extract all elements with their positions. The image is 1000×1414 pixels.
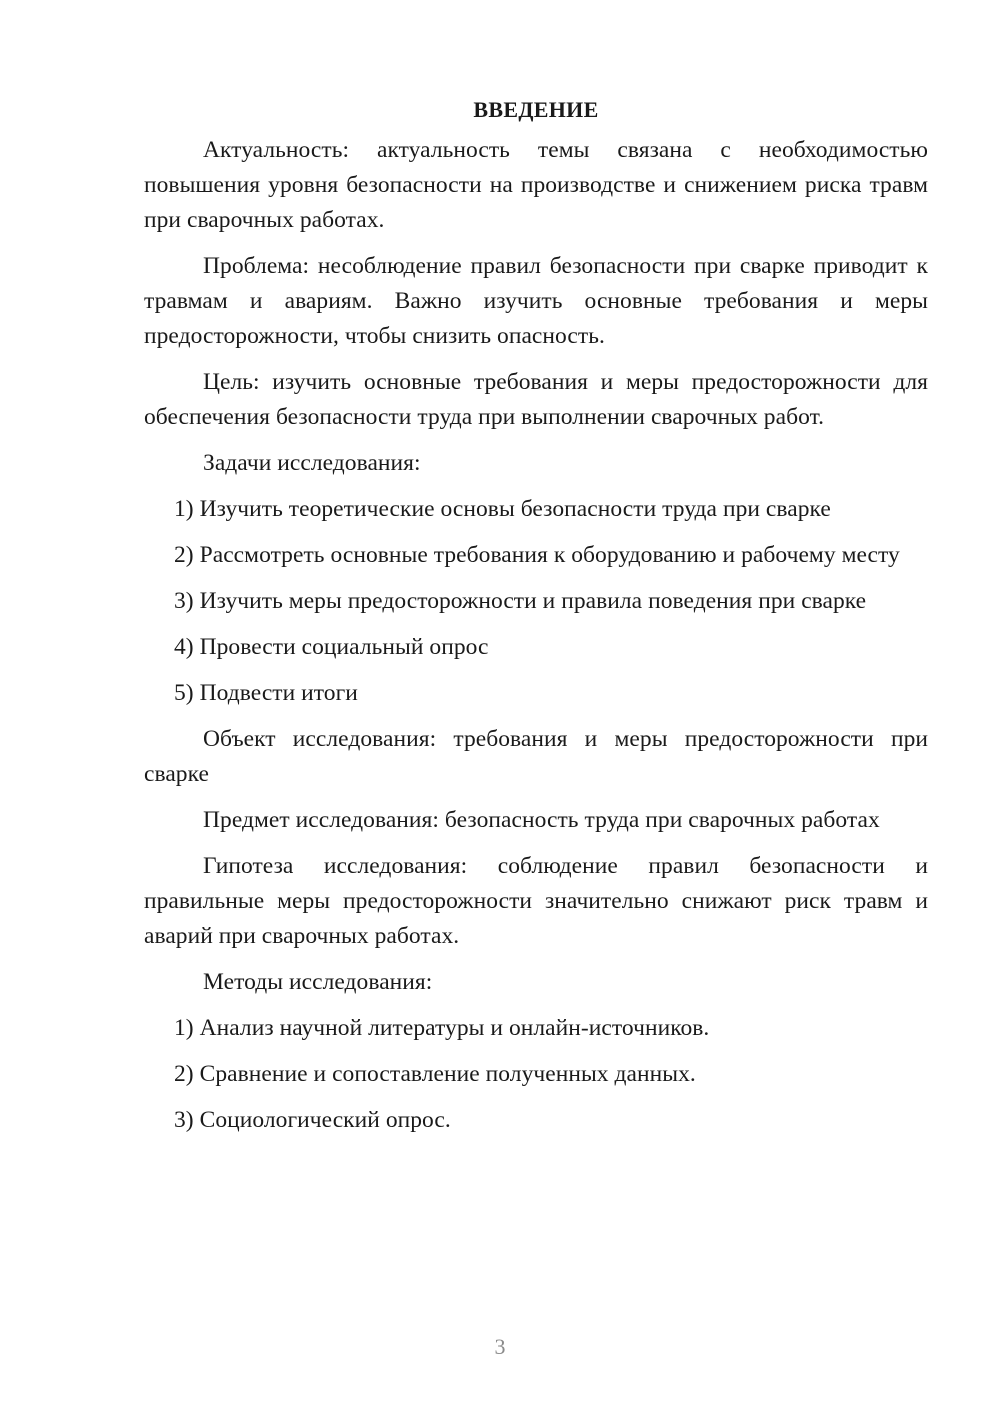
method-item: 1) Анализ научной литературы и онлайн-источников. xyxy=(174,1015,710,1041)
goal-paragraph: Цель: изучить основные требования и меры предосторожности для обеспечения безопасности труда при выполнении сварочных работ. xyxy=(144,369,928,430)
problem-paragraph: Проблема: несоблюдение правил безопасности при сварке приводит к травмам и авариям. Важно изучить основные требования и меры предосторожности, чтобы снизить опасность. xyxy=(144,253,928,349)
subject-paragraph: Предмет исследования: безопасность труда при сварочных работах xyxy=(203,807,880,833)
task-item: 5) Подвести итоги xyxy=(174,680,358,706)
method-item: 2) Сравнение и сопоставление полученных данных. xyxy=(174,1061,696,1087)
task-item: 1) Изучить теоретические основы безопасности труда при сварке xyxy=(174,496,831,522)
task-item: 3) Изучить меры предосторожности и правила поведения при сварке xyxy=(174,588,867,614)
hypothesis-paragraph: Гипотеза исследования: соблюдение правил безопасности и правильные меры предосторожности значительно снижают риск травм и аварий при сварочных работах. xyxy=(144,853,928,949)
tasks-heading: Задачи исследования: xyxy=(203,450,421,476)
relevance-paragraph: Актуальность: актуальность темы связана с необходимостью повышения уровня безопасности на производстве и снижением риска травм при сварочных работах. xyxy=(144,137,928,233)
section-title: ВВЕДЕНИЕ xyxy=(473,97,599,122)
page-content xyxy=(144,92,928,1149)
object-paragraph: Объект исследования: требования и меры предосторожности при сварке xyxy=(144,726,928,787)
method-item: 3) Социологический опрос. xyxy=(174,1107,451,1133)
task-item: 4) Провести социальный опрос xyxy=(174,634,489,660)
methods-heading: Методы исследования: xyxy=(203,969,433,995)
page-number: 3 xyxy=(494,1334,506,1359)
task-item: 2) Рассмотреть основные требования к оборудованию и рабочему месту xyxy=(174,542,900,568)
